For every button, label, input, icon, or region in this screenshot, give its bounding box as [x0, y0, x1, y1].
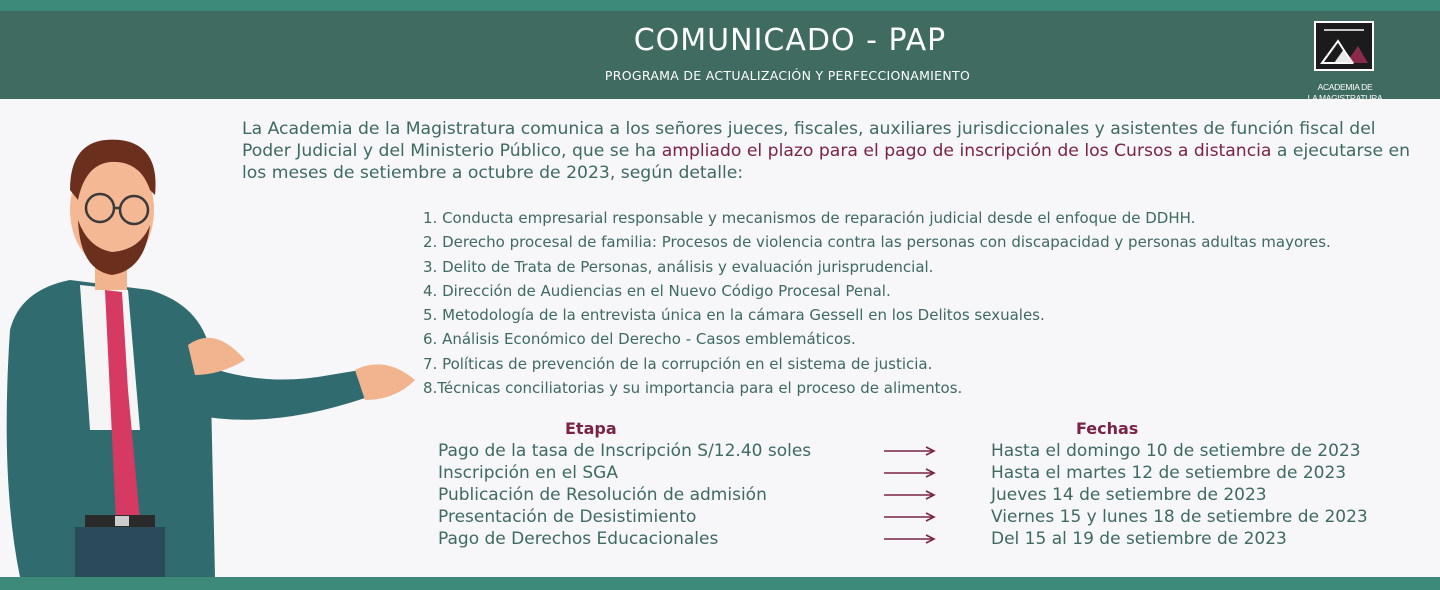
schedule-row: [438, 462, 1438, 484]
right-arrow-icon: [884, 512, 936, 522]
logo-text-line2: LA MAGISTRATURA: [1307, 93, 1383, 103]
schedule-row: [438, 528, 1438, 550]
stage-label: Pago de la tasa de Inscripción S/12.40 soles: [438, 441, 812, 461]
schedule-table: [438, 440, 1438, 550]
right-arrow-icon: [884, 534, 936, 544]
logo-mark-icon: [1314, 21, 1374, 71]
right-arrow-icon: [884, 446, 936, 456]
stage-date: Hasta el martes 12 de setiembre de 2023: [991, 463, 1347, 483]
course-item: 4. Dirección de Audiencias en el Nuevo Código Procesal Penal.: [423, 281, 891, 300]
intro-paragraph: [242, 118, 1422, 184]
course-item: 1. Conducta empresarial responsable y mecanismos de reparación judicial desde el enfoque de DDHH.: [423, 209, 1196, 227]
course-item: 3. Delito de Trata de Personas, análisis y evaluación jurisprudencial.: [423, 257, 934, 276]
right-arrow-icon: [884, 468, 936, 478]
course-item: 6. Análisis Económico del Derecho - Casos emblemáticos.: [423, 330, 856, 349]
course-list: [423, 206, 1433, 400]
bottom-accent-strip: [0, 577, 1440, 590]
schedule-row: [438, 440, 1438, 462]
course-item: 8.Técnicas conciliatorias y su importancia para el proceso de alimentos.: [423, 379, 963, 398]
stage-label: Presentación de Desistimiento: [438, 507, 697, 527]
page-title: COMUNICADO - PAP: [633, 23, 947, 58]
stage-date: Hasta el domingo 10 de setiembre de 2023: [991, 441, 1361, 461]
academia-logo: [1296, 21, 1394, 106]
top-accent-strip: [0, 0, 1440, 11]
schedule-header-dates: Fechas: [1076, 419, 1139, 438]
schedule-header-stage: Etapa: [565, 419, 617, 438]
schedule-row: [438, 506, 1438, 528]
stage-date: Viernes 15 y lunes 18 de setiembre de 2023: [991, 507, 1368, 527]
logo-text: [1296, 82, 1394, 104]
intro-highlight: ampliado el plazo para el pago de inscripción de los Cursos a distancia: [661, 141, 1272, 161]
presenter-illustration: [0, 130, 430, 577]
stage-label: Publicación de Resolución de admisión: [438, 485, 767, 505]
schedule-row: [438, 484, 1438, 506]
page-subtitle: PROGRAMA DE ACTUALIZACIÓN Y PERFECCIONAMIENTO: [604, 68, 971, 83]
intro-text-2: a ejecutarse en los meses de setiembre a octubre de 2023, según detalle:: [242, 141, 1410, 183]
course-item: 7. Políticas de prevención de la corrupción en el sistema de justicia.: [423, 354, 933, 373]
logo-text-line1: ACADEMIA DE: [1317, 82, 1373, 92]
intro-text-1: La Academia de la Magistratura comunica a los señores jueces, fiscales, auxiliares jurisdiccionales y asistentes de función fiscal del Poder Judicial y del Ministerio Público, que se ha: [242, 119, 1376, 161]
header-banner: [0, 11, 1440, 103]
stage-date: Del 15 al 19 de setiembre de 2023: [991, 529, 1287, 549]
right-arrow-icon: [884, 490, 936, 500]
course-item: 5. Metodología de la entrevista única en la cámara Gessell en los Delitos sexuales.: [423, 306, 1045, 325]
course-item: 2. Derecho procesal de familia: Procesos de violencia contra las personas con discapacidad y personas adultas mayores.: [423, 233, 1331, 252]
stage-label: Inscripción en el SGA: [438, 463, 618, 483]
stage-label: Pago de Derechos Educacionales: [438, 529, 719, 549]
stage-date: Jueves 14 de setiembre de 2023: [991, 485, 1267, 505]
